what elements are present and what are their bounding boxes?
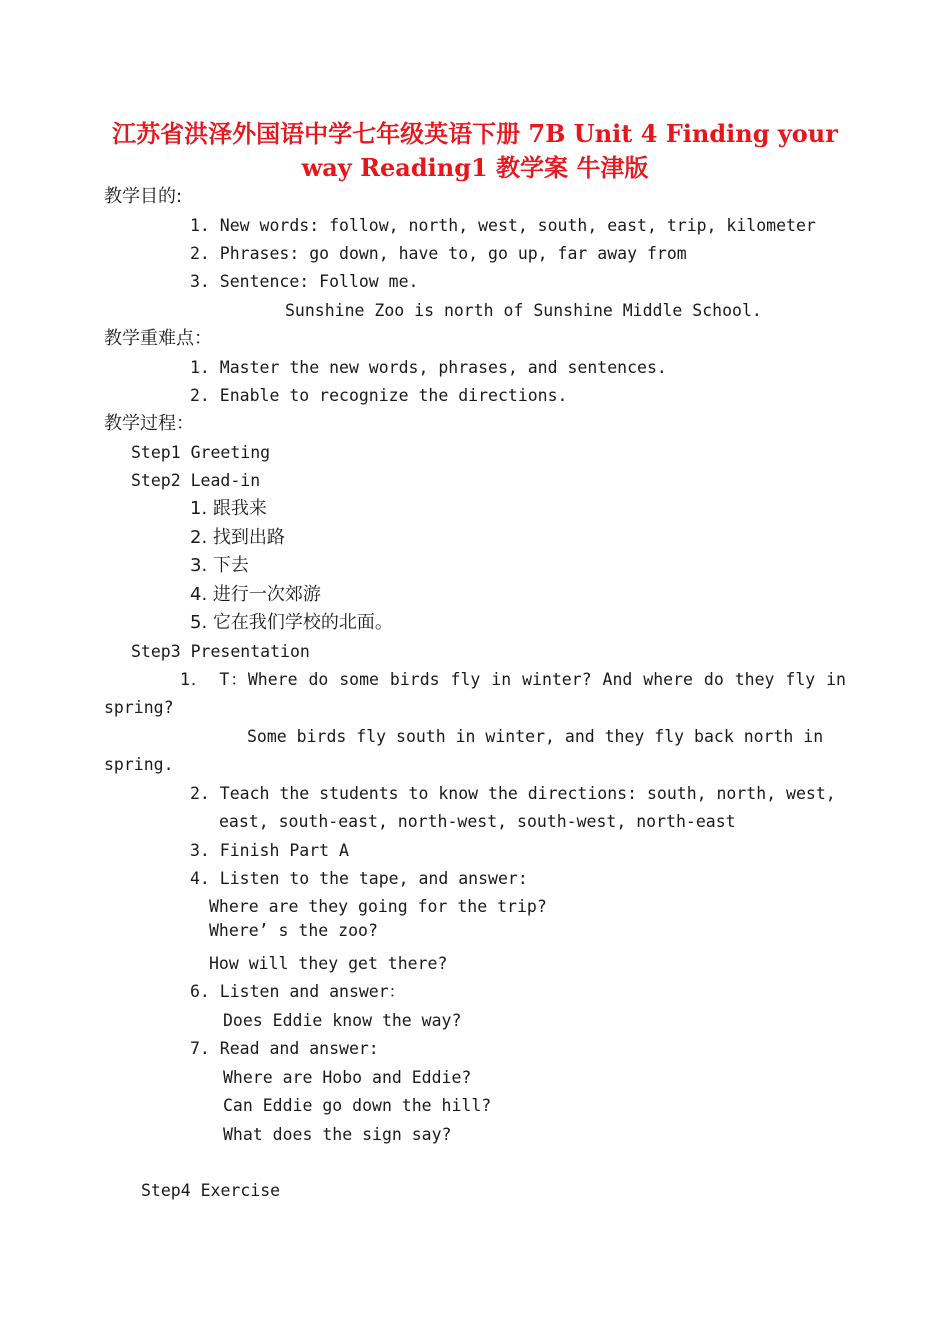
question: What does the sign say?: [223, 1125, 452, 1144]
step2-heading: Step2 Lead-in: [131, 471, 261, 490]
presentation-item-2: 2. Teach the students to know the directions: south, north, west,: [190, 784, 836, 803]
title-line-1: 江苏省洪泽外国语中学七年级英语下册 7B Unit 4 Finding your: [112, 119, 838, 148]
key-point-item: 2. Enable to recognize the directions.: [190, 386, 568, 405]
leadin-item: 3. 下去: [190, 555, 249, 576]
key-points-heading: 教学重难点：: [104, 328, 212, 349]
question: Does Eddie know the way?: [223, 1011, 462, 1030]
process-heading: 教学过程：: [104, 413, 194, 434]
question: How will they get there?: [209, 954, 448, 973]
leadin-item: 5. 它在我们学校的北面。: [190, 612, 393, 633]
key-point-item: 1. Master the new words, phrases, and sentences.: [190, 358, 667, 377]
presentation-item-4: 4. Listen to the tape, and answer:: [190, 869, 528, 888]
presentation-answer-1: Some birds fly south in winter, and they fly back north in: [247, 727, 824, 746]
document-title: [60, 117, 890, 185]
objective-item: 1. New words: follow, north, west, south, east, trip, kilometer: [190, 216, 816, 235]
presentation-item-1: 1． T：Where do some birds fly in winter? And where do they fly in: [180, 670, 846, 689]
title-line-2: way Reading1 教学案 牛津版: [301, 153, 649, 182]
objective-item: 2. Phrases: go down, have to, go up, far away from: [190, 244, 687, 263]
presentation-item-1-cont: spring?: [104, 698, 174, 717]
leadin-item: 1. 跟我来: [190, 498, 267, 519]
presentation-item-7: 7. Read and answer:: [190, 1039, 379, 1058]
leadin-item: 2. 找到出路: [190, 527, 285, 548]
objectives-heading: 教学目的:: [104, 186, 183, 207]
question: Can Eddie go down the hill?: [223, 1096, 492, 1115]
presentation-answer-1-cont: spring.: [104, 755, 174, 774]
step3-heading: Step3 Presentation: [131, 642, 310, 661]
question: Where’ s the zoo?: [209, 921, 378, 940]
leadin-item: 4. 进行一次郊游: [190, 584, 321, 605]
question: Where are they going for the trip?: [209, 897, 547, 916]
objective-item: Sunshine Zoo is north of Sunshine Middle School.: [285, 301, 762, 320]
presentation-item-3: 3. Finish Part A: [190, 841, 349, 860]
step1-heading: Step1 Greeting: [131, 443, 271, 462]
presentation-item-6: 6. Listen and answer：: [190, 982, 406, 1001]
presentation-item-2-cont: east, south-east, north-west, south-west, north-east: [219, 812, 736, 831]
objective-item: 3. Sentence: Follow me.: [190, 272, 419, 291]
question: Where are Hobo and Eddie?: [223, 1068, 472, 1087]
step4-heading: Step4 Exercise: [141, 1181, 281, 1200]
